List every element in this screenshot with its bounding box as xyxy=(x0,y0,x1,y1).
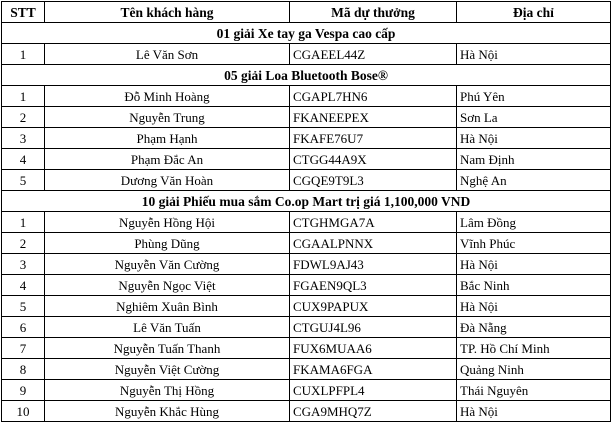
customer-name: Nguyễn Việt Cường xyxy=(45,359,290,380)
row-stt: 2 xyxy=(2,233,45,254)
customer-address: Hà Nội xyxy=(457,296,611,317)
prize-code: FKANEEPEX xyxy=(290,107,457,128)
prize-code: FKAMA6FGA xyxy=(290,359,457,380)
row-stt: 5 xyxy=(2,296,45,317)
customer-name: Phạm Đắc An xyxy=(45,149,290,170)
prize-code: CGAPL7HN6 xyxy=(290,86,457,107)
customer-name: Nguyễn Khắc Hùng xyxy=(45,401,290,422)
prize-code: CGQE9T9L3 xyxy=(290,170,457,191)
row-stt: 8 xyxy=(2,359,45,380)
header-customer-name: Tên khách hàng xyxy=(45,2,290,23)
customer-name: Nguyễn Trung xyxy=(45,107,290,128)
customer-address: Phú Yên xyxy=(457,86,611,107)
table-row xyxy=(2,338,611,359)
table-body xyxy=(2,23,611,422)
table-row xyxy=(2,296,611,317)
table-row xyxy=(2,44,611,65)
customer-name: Đỗ Minh Hoàng xyxy=(45,86,290,107)
row-stt: 7 xyxy=(2,338,45,359)
customer-address: Đà Nẵng xyxy=(457,317,611,338)
row-stt: 1 xyxy=(2,44,45,65)
table-row xyxy=(2,149,611,170)
customer-name: Phạm Hạnh xyxy=(45,128,290,149)
prize-section-row xyxy=(2,23,611,44)
row-stt: 6 xyxy=(2,317,45,338)
row-stt: 5 xyxy=(2,170,45,191)
customer-address: Nghệ An xyxy=(457,170,611,191)
prize-section-row xyxy=(2,65,611,86)
table-row xyxy=(2,317,611,338)
row-stt: 4 xyxy=(2,275,45,296)
customer-name: Nguyễn Văn Cường xyxy=(45,254,290,275)
customer-name: Nguyễn Hồng Hội xyxy=(45,212,290,233)
table-row xyxy=(2,254,611,275)
prize-code: FKAFE76U7 xyxy=(290,128,457,149)
customer-address: Hà Nội xyxy=(457,128,611,149)
customer-address: Hà Nội xyxy=(457,401,611,422)
table-row xyxy=(2,107,611,128)
prize-code: FDWL9AJ43 xyxy=(290,254,457,275)
prize-section-title: 05 giải Loa Bluetooth Bose® xyxy=(2,65,611,86)
winners-table xyxy=(1,1,611,422)
customer-name: Lê Văn Sơn xyxy=(45,44,290,65)
row-stt: 3 xyxy=(2,128,45,149)
prize-code: CUX9PAPUX xyxy=(290,296,457,317)
header-prize-code: Mã dự thưởng xyxy=(290,2,457,23)
row-stt: 10 xyxy=(2,401,45,422)
customer-address: Hà Nội xyxy=(457,44,611,65)
table-row xyxy=(2,401,611,422)
row-stt: 1 xyxy=(2,212,45,233)
prize-section-title: 10 giải Phiếu mua sắm Co.op Mart trị giá 1,100,000 VND xyxy=(2,191,611,212)
prize-code: FGAEN9QL3 xyxy=(290,275,457,296)
customer-name: Lê Văn Tuấn xyxy=(45,317,290,338)
customer-address: Bắc Ninh xyxy=(457,275,611,296)
customer-name: Dương Văn Hoàn xyxy=(45,170,290,191)
prize-code: CUXLPFPL4 xyxy=(290,380,457,401)
customer-name: Nghiêm Xuân Bình xyxy=(45,296,290,317)
table-row xyxy=(2,170,611,191)
row-stt: 3 xyxy=(2,254,45,275)
table-row xyxy=(2,86,611,107)
customer-address: Thái Nguyên xyxy=(457,380,611,401)
table-row xyxy=(2,359,611,380)
prize-code: CGAEEL44Z xyxy=(290,44,457,65)
row-stt: 2 xyxy=(2,107,45,128)
row-stt: 9 xyxy=(2,380,45,401)
prize-code: CGA9MHQ7Z xyxy=(290,401,457,422)
prize-code: CTGHMGA7A xyxy=(290,212,457,233)
table-row xyxy=(2,275,611,296)
customer-name: Phùng Dũng xyxy=(45,233,290,254)
customer-address: Vĩnh Phúc xyxy=(457,233,611,254)
prize-code: FUX6MUAA6 xyxy=(290,338,457,359)
prize-code: CGAALPNNX xyxy=(290,233,457,254)
header-address: Địa chỉ xyxy=(457,2,611,23)
row-stt: 1 xyxy=(2,86,45,107)
row-stt: 4 xyxy=(2,149,45,170)
header-row xyxy=(2,2,611,23)
prize-code: CTGUJ4L96 xyxy=(290,317,457,338)
prize-section-row xyxy=(2,191,611,212)
customer-address: Sơn La xyxy=(457,107,611,128)
customer-address: Hà Nội xyxy=(457,254,611,275)
table-row xyxy=(2,380,611,401)
table-row xyxy=(2,233,611,254)
customer-address: Quảng Ninh xyxy=(457,359,611,380)
customer-address: Nam Định xyxy=(457,149,611,170)
table-row xyxy=(2,212,611,233)
customer-address: Lâm Đồng xyxy=(457,212,611,233)
prize-section-title: 01 giải Xe tay ga Vespa cao cấp xyxy=(2,23,611,44)
customer-name: Nguyễn Tuấn Thanh xyxy=(45,338,290,359)
header-stt: STT xyxy=(2,2,45,23)
customer-name: Nguyễn Thị Hồng xyxy=(45,380,290,401)
customer-name: Nguyễn Ngọc Việt xyxy=(45,275,290,296)
prize-code: CTGG44A9X xyxy=(290,149,457,170)
customer-address: TP. Hồ Chí Minh xyxy=(457,338,611,359)
table-row xyxy=(2,128,611,149)
